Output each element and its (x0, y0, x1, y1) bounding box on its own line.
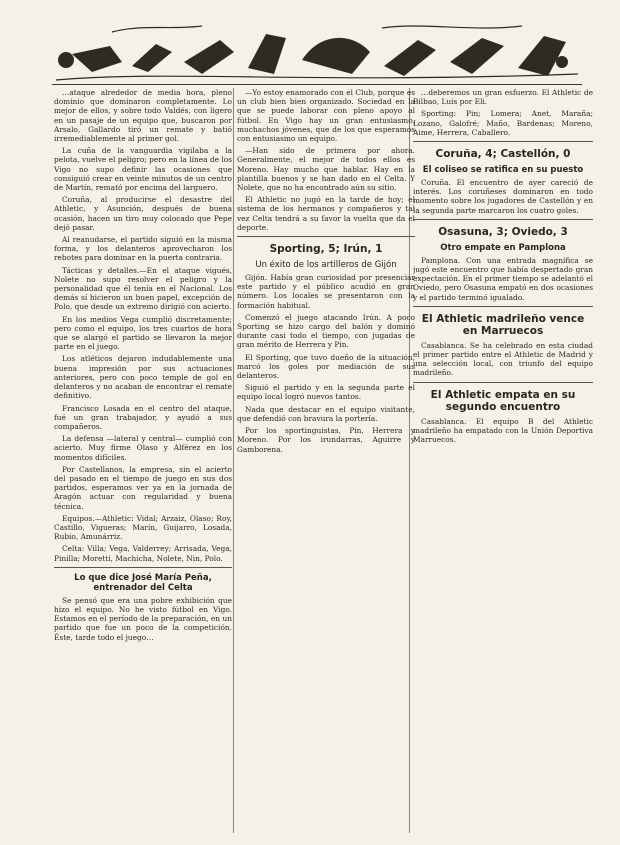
column-divider (233, 88, 234, 833)
paragraph: Francisco Losada en el centro del ataque, fué un gran trabajador, y ayudó a sus compañeros. (54, 403, 232, 431)
section-rule (413, 141, 593, 142)
paragraph: Sporting: Pin; Lomera; Anet, Maraña; Lozano, Galofré; Maño, Bardenas; Moreno, Aime, Herrera, Caballero. (413, 109, 593, 137)
paragraph: —Yo estoy enamorado con el Club, porque es un club bien bien organizado. Sociedad en la que se puede laborar con pleno apoyo al fútbol. En Vigo hay un gran entusiasmo, muchachos jóvenes, que de los que esperamos con entusiasmo un equipo. (237, 88, 415, 144)
paragraph: Coruña, al producirse el desastre del Athletic, y Asunción, después de buena ocasión, hacen un tiro muy colocado que Pepe dejó pasar. (54, 195, 232, 232)
paragraph: Se pensó que era una pobre exhibición que hizo el equipo. No he visto fútbol en Vigo. Estamos en el período de la preparación, en un partido que fue un poco de la competición. Éste, tarde todo el juego… (54, 595, 232, 642)
article-subheading: El coliseo se ratifica en su puesto (422, 165, 584, 176)
paragraph: Comenzó el juego atacando Irún. A poco Sporting se hizo cargo del balón y dominó durante casi todo el tiempo, con jugadas de gran mérito de Herrera y Pin. (237, 312, 415, 350)
paragraph: La defensa —lateral y central— cumplió con acierto. Muy firme Olaso y Alférez en los momentos difíciles. (54, 434, 232, 462)
section-rule (54, 567, 232, 568)
paragraph: El Athletic no jugó en la tarde de hoy; el sistema de los hermanos y compañeros y tal vez Celta tendrá a su favor la vuelta que da el deporte. (237, 195, 415, 232)
paragraph: Por los sportinguistas, Pin, Herrera y Moreno. Por los irundarras, Aguirre y Gamborena. (237, 426, 415, 454)
paragraph: …deberemos un gran esfuerzo. El Athletic de Bilbao, Luis por Eli. (413, 88, 593, 107)
paragraph: Pamplona. Con una entrada magnífica se jugó este encuentro que había despertado gran expectación. En el primer tiempo se adelantó el Oviedo, pero Osasuna empató en dos ocasiones y el partido terminó igualado. (413, 255, 593, 302)
article-subheading: Otro empate en Pamplona (440, 242, 566, 253)
article-headline: El Athletic madrileño vence en Marruecos (421, 312, 585, 337)
section-rule (413, 219, 593, 220)
sports-figures-banner-icon (52, 22, 582, 84)
column-middle (237, 88, 415, 833)
article-subheading: Lo que dice José María Peña, entrenador del Celta (74, 572, 212, 593)
paragraph: Equipos.—Athletic: Vidal; Arzaiz, Olaso; Roy, Castillo, Vigueras; Marín, Guijarro, Losada, Rubio, Amunárriz. (54, 513, 232, 542)
paragraph: Al reanudarse, el partido siguió en la misma forma, y los delanteros aprovecharon los rebotes para dominar en la puerta contraria. (54, 235, 232, 263)
paragraph: Siguió el partido y en la segunda parte el equipo local logró nuevos tantos. (237, 383, 415, 402)
paragraph: —Han sido de primera por ahora. Generalmente, el mejor de todos ellos es Moreno. Hay mucho que hablar. Hay en la plantilla buenos y se han dado en el Celta. Y Nolete, que no ha encontrado aún su sitio. (237, 146, 415, 193)
paragraph: Tácticas y detalles.—En el ataque vigués, Nolete no supo resolver el peligro y la personalidad que él tenía en el Nacional. Los demás sí hicieron un buen papel, excepción de Polo, que desde un extremo dirigió con acierto. (54, 265, 232, 312)
paragraph: Casablanca. El equipo B del Athletic madrileño ha empatado con la Unión Deportiva Marruecos. (413, 416, 593, 445)
section-rule (413, 382, 593, 383)
paragraph: …ataque alrededor de media hora, pleno dominio que dominaron completamente. Lo mejor de ellos, y sobre todo Valdés, con ligero en un pasaje de un equipo que, buscaron por Arsalo, Gallardo tiró un remate y batió irremediablemente al primer gol. (54, 88, 232, 144)
column-left (54, 88, 232, 833)
paragraph: Los atléticos dejaron indudablemente una buena impresión por sus actuaciones anteriores, pero con poco temple de gol en delanteros y no acaban de encontrar el remate definitivo. (54, 354, 232, 401)
paragraph: Gijón. Había gran curiosidad por presenciar este partido y el público acudió en gran número. Los locales se presentaron con la formación habitual. (237, 273, 415, 310)
sports-banner (52, 22, 582, 85)
paragraph: La cuña de la vanguardia vigilaba a la pelota, vuelve el peligro; pero en la línea de los Vigo no supo definir las ocasiones que consiguió crear en veinte minutos de un centro de Martín, remató por encima del larguero. (54, 146, 232, 193)
paragraph: El Sporting, que tuvo dueño de la situación, marcó los goles por mediación de sus delanteros. (237, 352, 415, 381)
paragraph: Nada que destacar en el equipo visitante, que defendió con bravura la portería. (237, 404, 415, 423)
article-headline: Sporting, 5; Irún, 1 (269, 243, 383, 256)
article-headline: Coruña, 4; Castellón, 0 (435, 148, 571, 161)
section-rule (413, 306, 593, 307)
section-rule (237, 236, 415, 237)
article-subheading: Un éxito de los artilleros de Gijón (255, 260, 397, 271)
paragraph: En los medios Vega cumplió discretamente; pero como el equipo, los tres cuartos de hora que se alargó el partido se llevaron la mejor parte en el juego. (54, 314, 232, 352)
column-right (413, 88, 593, 833)
paragraph: Casablanca. Se ha celebrado en esta ciudad el primer partido entre el Athletic de Madrid y una selección local, con triunfo del equipo madrileño. (413, 340, 593, 378)
article-headline: Osasuna, 3; Oviedo, 3 (438, 225, 568, 238)
paragraph: Celta: Villa; Vega, Valderrey; Arrisada, Vega, Pinilla; Moretti, Machicha, Nolete, Nin, Polo. (54, 544, 232, 563)
article-headline: El Athletic empata en su segundo encuentro (430, 388, 576, 413)
paragraph: Coruña. El encuentro de ayer careció de interés. Los coruñeses dominaron en todo momento sobre los jugadores de Castellón y en la segunda parte marcaron los cuatro goles. (413, 178, 593, 215)
paragraph: Por Castellanos, la empresa, sin el acierto del pasado en el tiempo de juego en sus dos partidos, esperamos ver ya en la jornada de Aragón actuar con regularidad y buena técnica. (54, 464, 232, 511)
